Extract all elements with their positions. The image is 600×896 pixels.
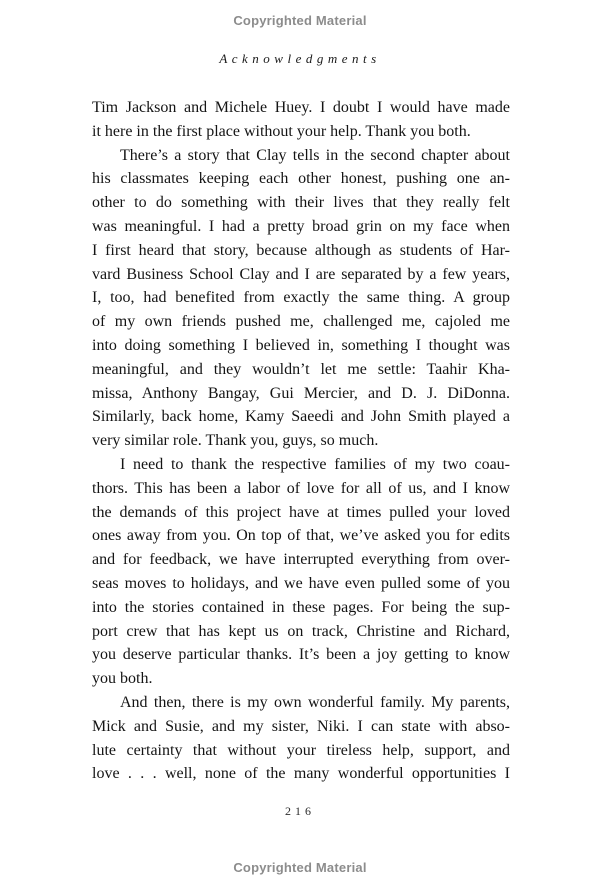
text-line: love . . . well, none of the many wonderful opportunities I: [92, 765, 510, 783]
text-line: the demands of this project have at times pulled your loved: [92, 503, 510, 521]
body-text: [92, 96, 510, 786]
text-line: ones away from you. On top of that, we’ve asked you for edits: [92, 527, 510, 545]
text-line: Similarly, back home, Kamy Saeedi and John Smith played a: [92, 408, 510, 426]
text-line: you deserve particular thanks. It’s been a joy getting to know: [92, 646, 510, 664]
text-line: was meaningful. I had a pretty broad grin on my face when: [92, 217, 510, 235]
text-line: seas moves to holidays, and we have even pulled some of you: [92, 574, 510, 592]
text-line: There’s a story that Clay tells in the second chapter about: [120, 146, 510, 164]
text-line: meaningful, and they wouldn’t let me settle: Taahir Kha-: [92, 360, 510, 378]
text-line: vard Business School Clay and I are separated by a few years,: [92, 265, 510, 283]
copyright-notice-bottom: Copyrighted Material: [233, 860, 367, 875]
text-line: you both.: [92, 670, 153, 688]
text-line: into the stories contained in these pages. For being the sup-: [92, 598, 510, 616]
text-line: thors. This has been a labor of love for all of us, and I know: [92, 479, 510, 497]
copyright-notice-top: Copyrighted Material: [233, 13, 367, 28]
text-line: I, too, had benefited from exactly the same thing. A group: [92, 289, 510, 307]
text-line: And then, there is my own wonderful family. My parents,: [120, 693, 510, 711]
text-line: port crew that has kept us on track, Christine and Richard,: [92, 622, 510, 640]
text-line: into doing something I believed in, something I thought was: [92, 336, 510, 354]
text-line: Mick and Susie, and my sister, Niki. I can state with abso-: [92, 717, 510, 735]
text-line: I first heard that story, because although as students of Har-: [92, 241, 510, 259]
text-line: and for feedback, we have interrupted everything from over-: [92, 551, 510, 569]
text-line: his classmates keeping each other honest, pushing one an-: [92, 170, 510, 188]
text-line: it here in the first place without your help. Thank you both.: [92, 122, 471, 140]
page-number: 216: [285, 804, 315, 818]
text-line: Tim Jackson and Michele Huey. I doubt I would have made: [92, 99, 510, 116]
text-line: of my own friends pushed me, challenged me, cajoled me: [92, 313, 510, 331]
text-line: missa, Anthony Bangay, Gui Mercier, and D. J. DiDonna.: [92, 384, 510, 402]
text-line: very similar role. Thank you, guys, so much.: [92, 432, 379, 450]
text-line: other to do something with their lives that they really felt: [92, 194, 510, 212]
chapter-heading: Acknowledgments: [219, 51, 381, 66]
text-line: lute certainty that without your tireless help, support, and: [92, 741, 510, 759]
text-line: I need to thank the respective families of my two coau-: [120, 455, 510, 473]
